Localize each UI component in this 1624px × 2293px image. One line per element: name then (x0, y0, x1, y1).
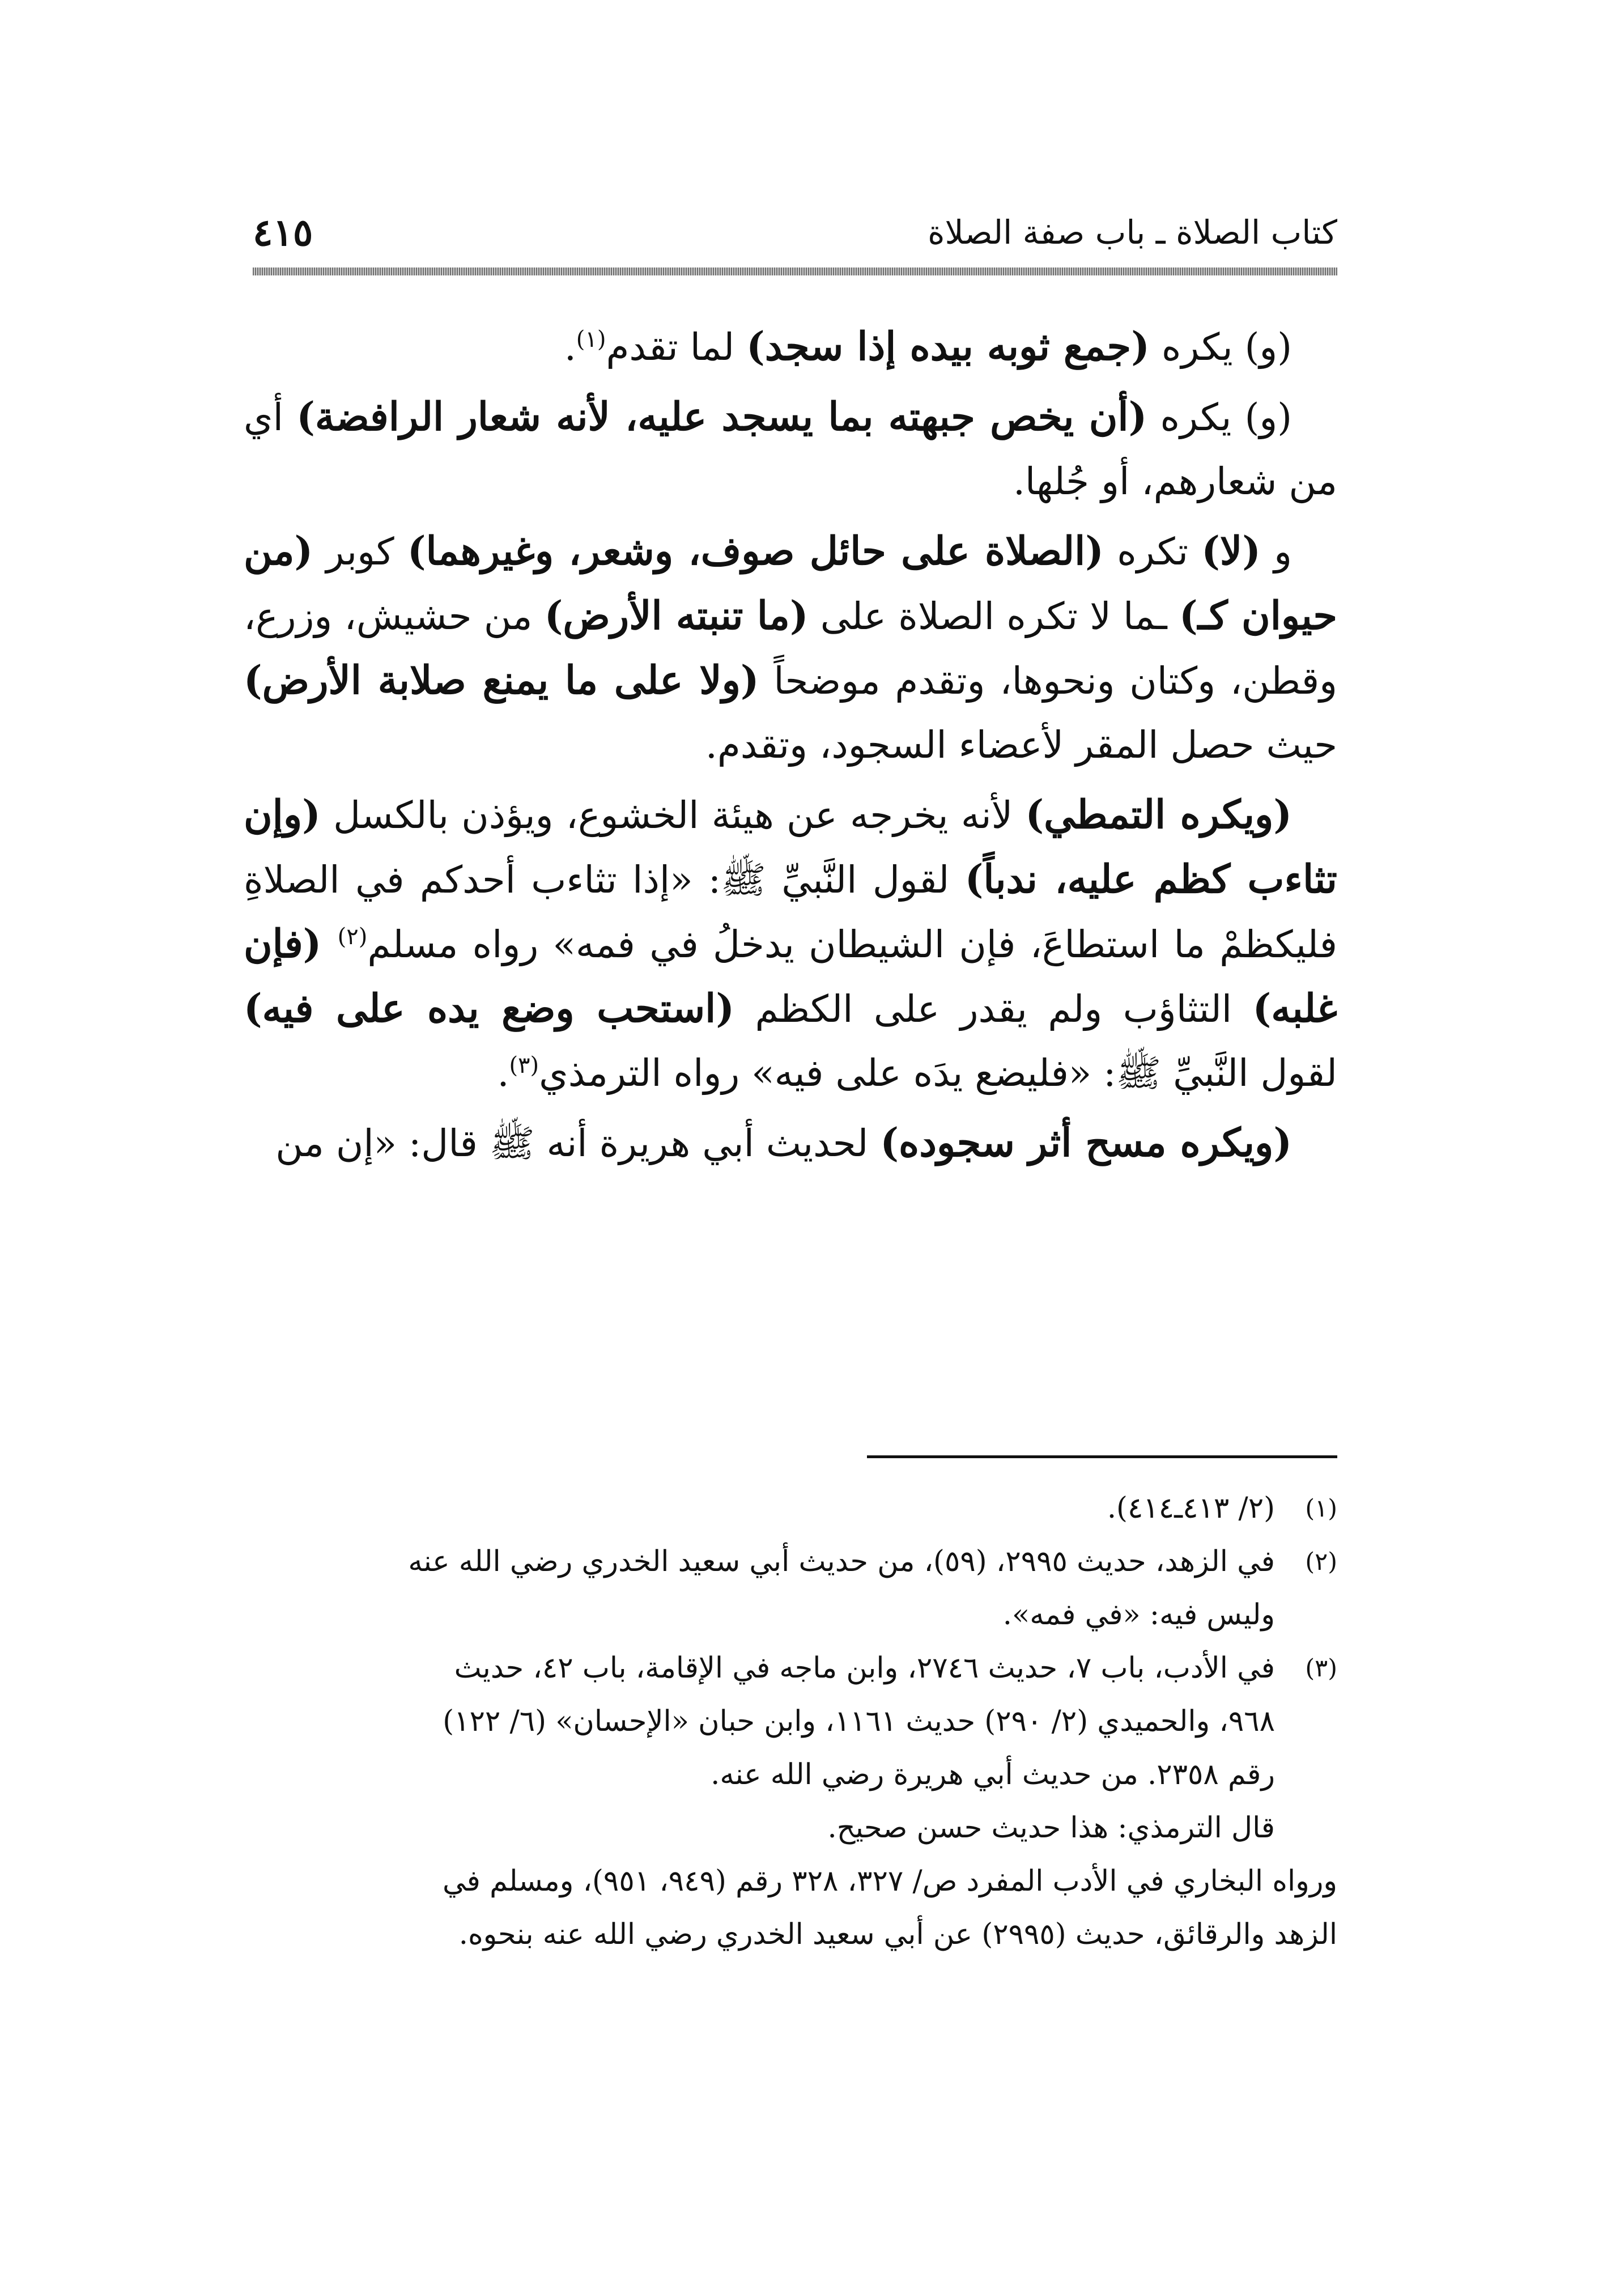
text-run: . (564, 325, 576, 369)
text-run: (و) يكره (1149, 325, 1292, 369)
footnote-ref[interactable]: (٣) (509, 1052, 539, 1078)
footnote-number: (٣) (1305, 1654, 1337, 1683)
footnote-line: رقم ٢٣٥٨. من حديث أبي هريرة رضي الله عنه. (711, 1758, 1275, 1791)
footnote-ref[interactable]: (١) (576, 326, 606, 353)
footnote-line: ٩٦٨، والحميدي (٢/ ٢٩٠) حديث ١١٦١، وابن حبان «الإحسان» (٦/ ١٢٢) (443, 1705, 1275, 1738)
header-rule (253, 267, 1337, 275)
matn-text: (الصلاة على حائل صوف، وشعر، وغيرهما) (407, 528, 1104, 574)
paragraph-4 (244, 783, 1337, 1105)
paragraph-5 (244, 1111, 1337, 1175)
matn-text: (جمع ثوبه بيده إذا سجد) (746, 324, 1150, 370)
footnote-3 (244, 1642, 1337, 1855)
footnote-line: (٢/ ٤١٣ـ٤١٤). (1107, 1492, 1275, 1525)
footnotes (244, 1482, 1337, 1961)
text-run: لقول النَّبيِّ ﷺ: «فليضع يدَه على فيه» رواه الترمذي (539, 1051, 1337, 1095)
footnote-line: قال الترمذي: هذا حديث حسن صحيح. (827, 1811, 1275, 1845)
text-run: أي من شعارهم، أو جُلها. (244, 396, 1337, 503)
footnote-line: وليس فيه: «في فمه». (1002, 1598, 1275, 1632)
paragraph-2 (244, 385, 1337, 513)
text-run: ـما لا تكره الصلاة على (808, 595, 1180, 638)
text-run: و (1260, 530, 1293, 574)
footnote-line: في الزهد، حديث ٢٩٩٥، (٥٩)، من حديث أبي سعيد الخدري رضي الله عنه (408, 1545, 1275, 1578)
matn-text: (استحب وضع يده على فيه) (244, 986, 734, 1031)
footnote-3-continuation (244, 1855, 1337, 1961)
page-number: ٤١٥ (253, 210, 313, 254)
footnote-2 (244, 1535, 1337, 1642)
text-run: . (497, 1051, 509, 1095)
main-text (244, 315, 1337, 1181)
text-run: تكره (1103, 530, 1202, 574)
matn-text: (لا) (1201, 528, 1261, 574)
footnote-1 (244, 1482, 1337, 1535)
running-header (253, 210, 1337, 255)
matn-text: (فإن غلبه) (244, 921, 1338, 1031)
matn-text: (ولا على ما يمنع صلابة الأرض) (244, 657, 759, 703)
text-run: (و) يكره (1147, 396, 1292, 439)
paragraph-3 (244, 519, 1337, 777)
footnote-ref[interactable]: (٢) (337, 924, 368, 950)
text-run: حيث حصل المقر لأعضاء السجود، وتقدم. (705, 723, 1337, 767)
matn-text: (وإن تثاءب كظم عليه، ندباً) (244, 792, 1337, 902)
footnote-number: (١) (1305, 1494, 1337, 1523)
text-run: لحديث أبي هريرة أنه ﷺ قال: «إن من (275, 1122, 881, 1165)
footnote-line: في الأدب، باب ٧، حديث ٢٧٤٦، وابن ماجه في الإقامة، باب ٤٢، حديث (454, 1651, 1275, 1685)
matn-text: (من حيوان كـ) (244, 528, 1338, 639)
footnote-separator (867, 1455, 1337, 1458)
paragraph-1 (244, 315, 1337, 379)
text-run: لما تقدم (606, 325, 747, 369)
matn-text: (ويكره التمطي) (1025, 792, 1293, 838)
footnote-number: (٢) (1305, 1548, 1337, 1576)
matn-text: (أن يخص جبهته بما يسجد عليه، لأنه شعار الرافضة) (296, 394, 1147, 440)
matn-text: (ما تنبته الأرض) (544, 593, 809, 639)
text-run: لأنه يخرجه عن هيئة الخشوع، ويؤذن بالكسل (320, 793, 1026, 837)
text-run: من حشيش، وزرع، وقطن، وكتان ونحوها، وتقدم موضحاً (244, 595, 1337, 703)
matn-text: (ويكره مسح أثر سجوده) (880, 1120, 1292, 1166)
text-run: لقول النَّبيِّ ﷺ: «إذا تثاءب أحدكم في الصلاةِ فليكظمْ ما استطاعَ، فإن الشيطان يدخلُ في فمه» رواه مسلم (244, 858, 1337, 966)
footnote-line: ورواه البخاري في الأدب المفرد ص/ ٣٢٧، ٣٢٨ رقم (٩٤٩، ٩٥١)، ومسلم في (442, 1865, 1337, 1898)
chapter-title: كتاب الصلاة ـ باب صفة الصلاة (928, 213, 1337, 252)
text-run: التثاؤب ولم يقدر على الكظم (734, 987, 1253, 1031)
footnote-line: الزهد والرقائق، حديث (٢٩٩٥) عن أبي سعيد الخدري رضي الله عنه بنحوه. (458, 1918, 1337, 1951)
text-run: كوبر (313, 530, 407, 574)
